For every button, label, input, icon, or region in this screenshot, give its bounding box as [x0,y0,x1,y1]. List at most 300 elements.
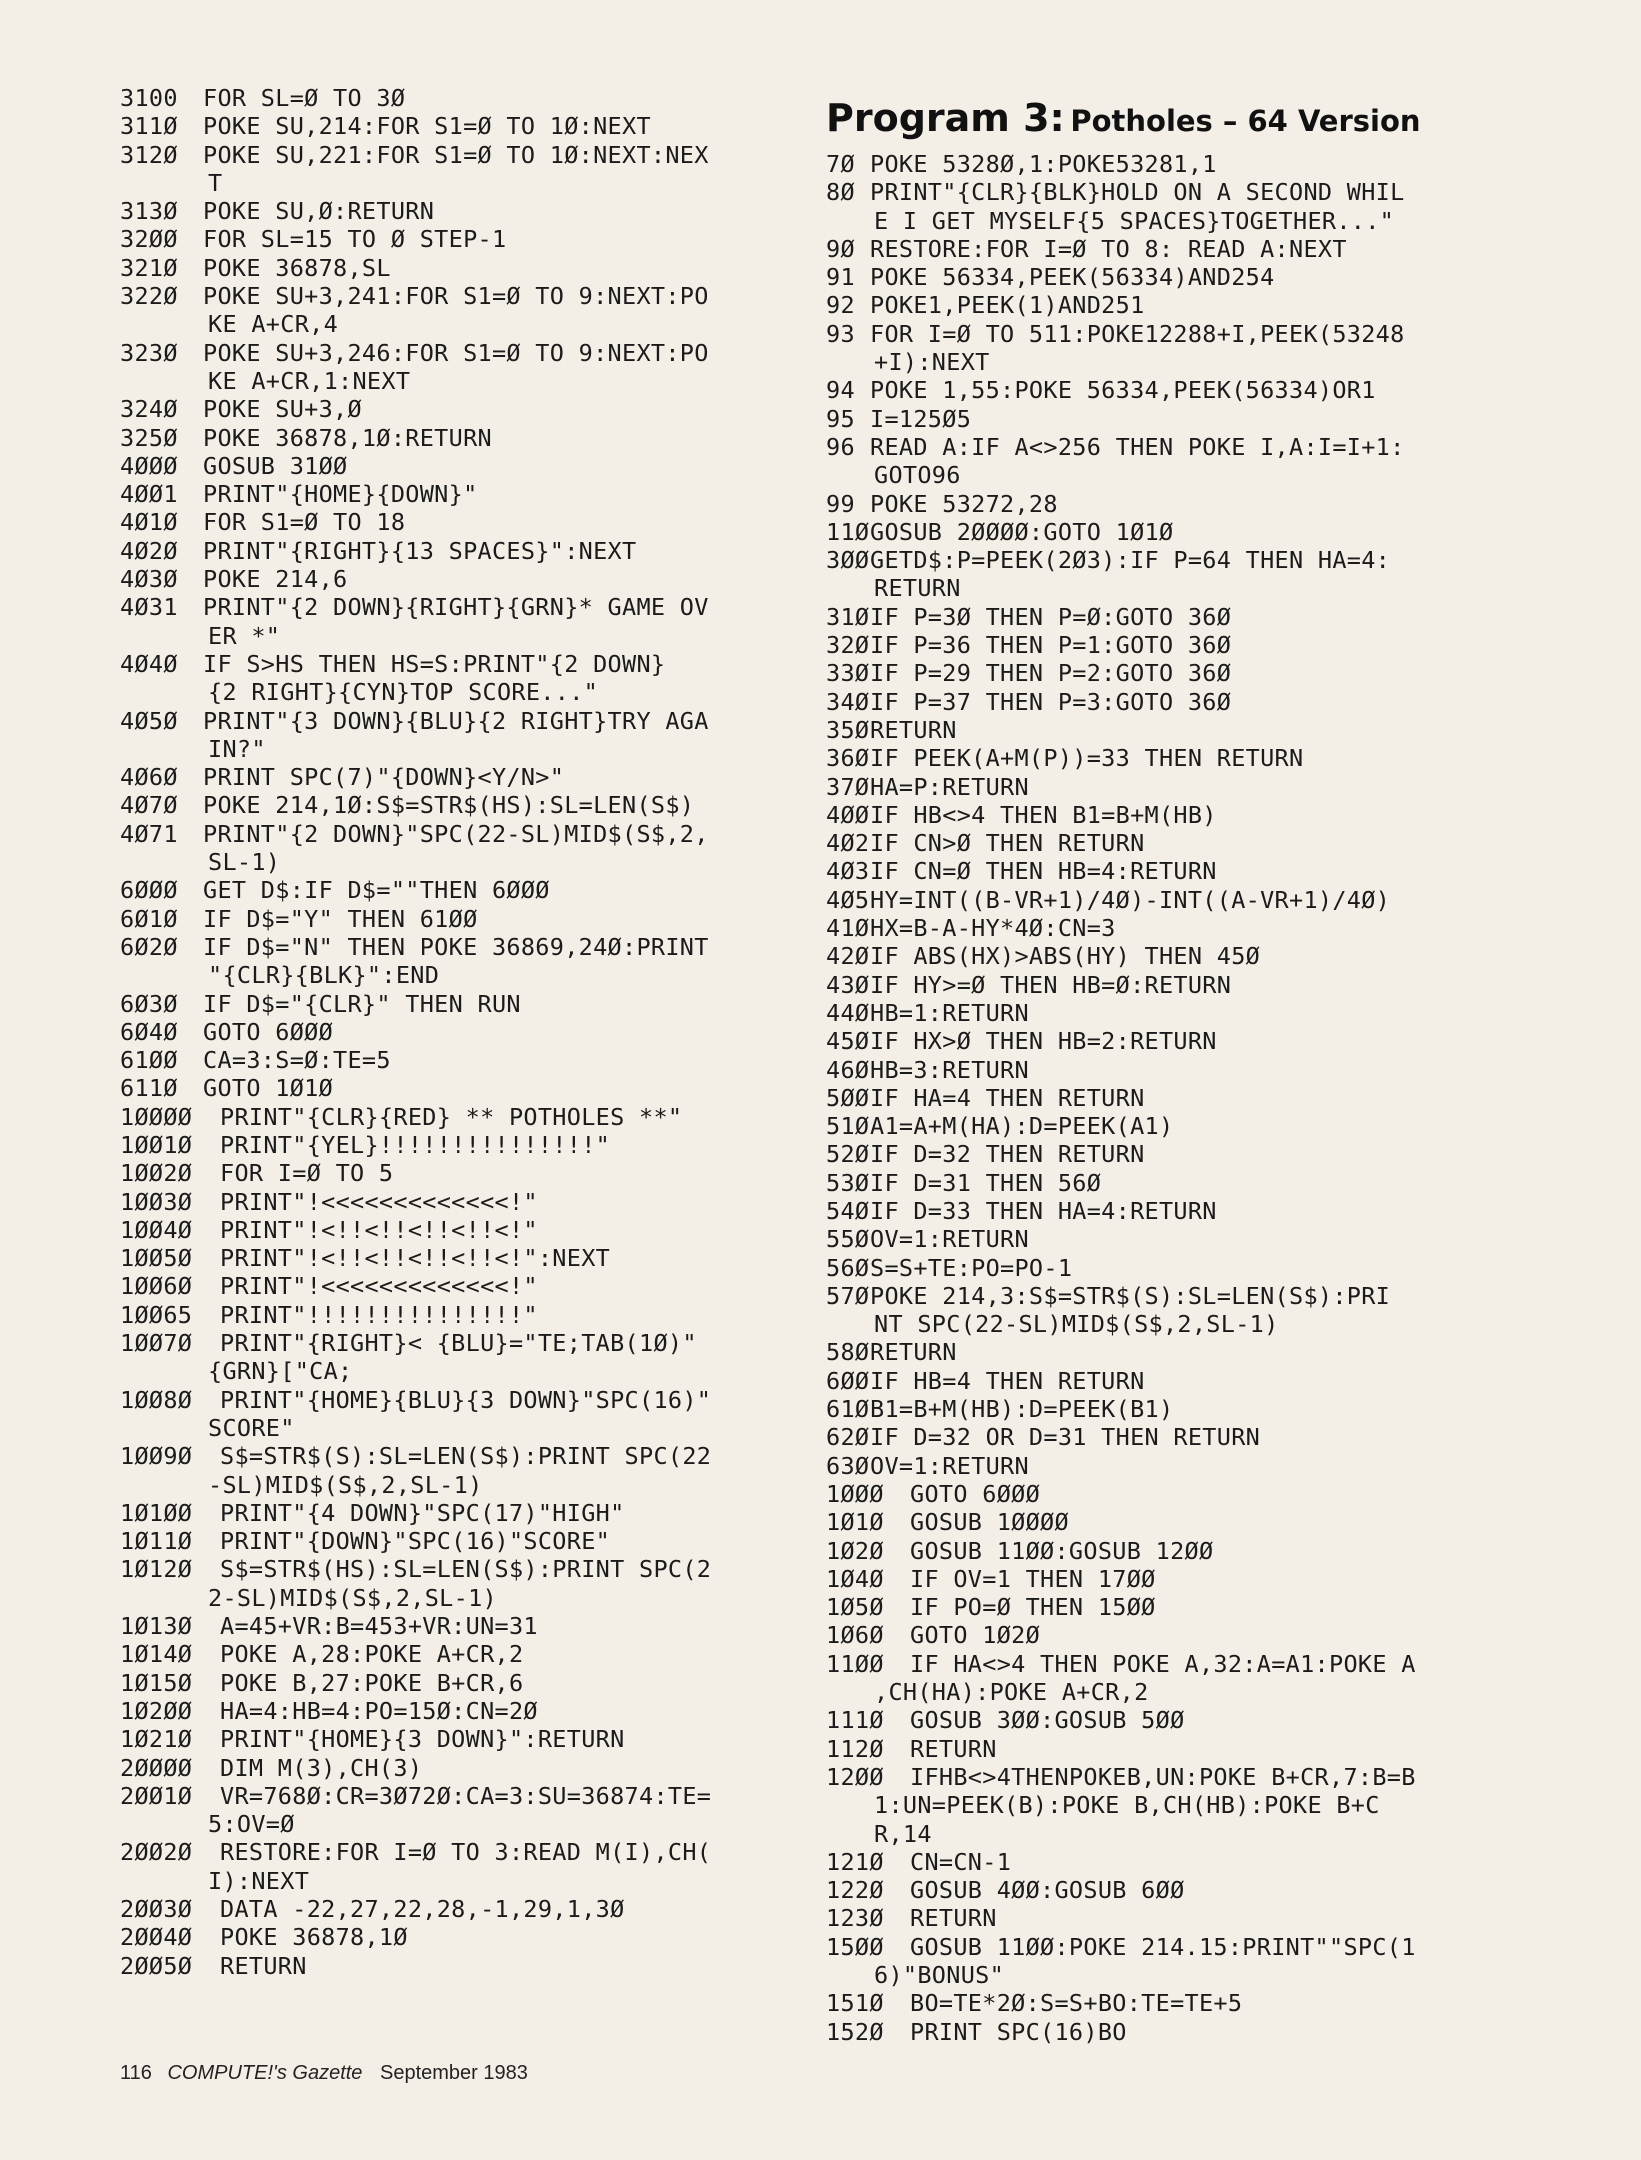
code-line [826,1452,1526,1480]
code-continuation: R,14 [874,1819,932,1848]
code-line [120,1952,810,1980]
code-line [826,1056,1526,1084]
line-number: 4Ø2 [826,829,870,858]
code-text: GOSUB 1ØØØØ [910,1508,1069,1537]
code-continuation: IN?" [208,734,266,763]
code-line [826,433,1526,461]
code-line [120,282,810,310]
line-number: 5ØØ [826,1083,870,1112]
code-text: POKE SU,Ø:RETURN [203,197,435,226]
code-text: RETURN [910,1904,997,1933]
code-text: POKE B,27:POKE B+CR,6 [220,1668,524,1697]
code-text: IF HA<>4 THEN POKE A,32:A=A1:POKE A [910,1649,1416,1678]
code-text: GOTO 1Ø1Ø [203,1074,334,1103]
code-line [826,914,1526,942]
code-text: PRINT"{3 DOWN}{BLU}{2 RIGHT}TRY AGA [203,706,709,735]
line-number: 1Ø1ØØ [120,1498,193,1527]
line-number: 9Ø [826,234,855,263]
program-heading-prefix: Program 3: [826,96,1065,140]
line-number: 312Ø [120,140,178,169]
code-line [120,480,810,508]
code-continuation: -SL)MID$(S$,2,SL-1) [208,1470,483,1499]
line-number: 311Ø [120,112,178,141]
code-line [826,320,1526,348]
line-number: 1ØØ3Ø [120,1187,193,1216]
code-line [826,405,1526,433]
line-number: 2ØØ5Ø [120,1951,193,1980]
code-continuation: T [208,168,223,197]
code-line [120,1216,810,1244]
code-line [120,1442,810,1470]
line-number: 112Ø [826,1734,884,1763]
line-number: 93 [826,319,855,348]
code-continuation: 2-SL)MID$(S$,2,SL-1) [208,1583,497,1612]
line-number: 2ØØ4Ø [120,1923,193,1952]
code-text: POKE 56334,PEEK(56334)AND254 [870,263,1275,292]
code-text: PRINT SPC(16)BO [910,2017,1127,2046]
code-text: IF D=32 OR D=31 THEN RETURN [870,1423,1261,1452]
line-number: 52Ø [826,1140,870,1169]
line-number: 54Ø [826,1196,870,1225]
page-footer [120,2062,528,2085]
code-text: PRINT"!<!!<!!<!!<!!<!":NEXT [220,1244,611,1273]
line-number: 1ØØØØ [120,1102,193,1131]
line-number: 91 [826,263,855,292]
code-line [120,1754,810,1782]
line-number: 58Ø [826,1338,870,1367]
code-text: GOSUB 11ØØ:GOSUB 12ØØ [910,1536,1214,1565]
code-text: IF CN=Ø THEN HB=4:RETURN [870,857,1217,886]
code-line [826,801,1526,829]
code-text: IF PO=Ø THEN 15ØØ [910,1593,1156,1622]
code-line [120,1272,810,1300]
code-line [120,1046,810,1074]
code-line [120,1499,810,1527]
line-number: 1Ø21Ø [120,1725,193,1754]
code-text: POKE 214,1Ø:S$=STR$(HS):SL=LEN(S$) [203,791,695,820]
code-line [120,763,810,791]
code-line [826,744,1526,772]
line-number: 6Ø4Ø [120,1017,178,1046]
code-line [120,933,810,961]
code-continuation: {2 RIGHT}{CYN}TOP SCORE..." [208,678,599,707]
code-line [826,999,1526,1027]
code-line [826,1197,1526,1225]
code-text: PRINT"{HOME}{3 DOWN}":RETURN [220,1725,625,1754]
code-text: PRINT"{DOWN}"SPC(16)"SCORE" [220,1527,611,1556]
code-line [826,1537,1526,1565]
left-code-listing [120,84,810,1980]
code-text: B1=B+M(HB):D=PEEK(B1) [870,1395,1174,1424]
line-number: 6Ø3Ø [120,989,178,1018]
code-text: HA=P:RETURN [870,772,1029,801]
code-text: IF HA=4 THEN RETURN [870,1083,1145,1112]
line-number: 41Ø [826,914,870,943]
code-text: PRINT"{4 DOWN}"SPC(17)"HIGH" [220,1498,625,1527]
code-line [826,1084,1526,1112]
line-number: 6ØØØ [120,876,178,905]
code-line [826,1112,1526,1140]
code-text: FOR I=Ø TO 511:POKE12288+I,PEEK(53248 [870,319,1405,348]
line-number: 7Ø [826,150,855,178]
right-code-listing [826,150,1526,2046]
code-text: POKE 1,55:POKE 56334,PEEK(56334)OR1 [870,376,1376,405]
code-text: GOSUB 4ØØ:GOSUB 6ØØ [910,1876,1185,1905]
line-number: 1Ø13Ø [120,1612,193,1641]
line-number: 4Ø3 [826,857,870,886]
code-text: GOSUB 2ØØØØ:GOTO 1Ø1Ø [870,517,1174,546]
code-continuation: KE A+CR,1:NEXT [208,366,411,395]
code-text: PRINT SPC(7)"{DOWN}<Y/N>" [203,763,565,792]
code-text: POKE SU+3,241:FOR S1=Ø TO 9:NEXT:PO [203,282,709,311]
code-text: IF HB<>4 THEN B1=B+M(HB) [870,800,1217,829]
code-line [120,565,810,593]
code-line [826,178,1526,206]
code-line [826,1848,1526,1876]
page-number: 116 [120,2062,152,2084]
code-line [120,225,810,253]
line-number: 6Ø1Ø [120,904,178,933]
code-text: PRINT"{2 DOWN}{RIGHT}{GRN}* GAME OV [203,593,709,622]
line-number: 1Ø6Ø [826,1621,884,1650]
code-line [826,490,1526,518]
code-text: IF CN>Ø THEN RETURN [870,829,1145,858]
code-line [826,1423,1526,1451]
code-line [120,791,810,819]
code-line [826,1593,1526,1621]
line-number: 32Ø [826,631,870,660]
code-line [120,820,810,848]
code-line [826,1989,1526,2017]
code-text: A=45+VR:B=453+VR:UN=31 [220,1612,538,1641]
code-line [826,1027,1526,1055]
line-number: 4Ø4Ø [120,649,178,678]
code-line [120,141,810,169]
code-line [826,2018,1526,2046]
line-number: 4Ø3Ø [120,565,178,594]
code-line [826,631,1526,659]
line-number: 8Ø [826,178,855,207]
code-line [120,1923,810,1951]
code-line [120,1329,810,1357]
code-text: PRINT"{HOME}{DOWN}" [203,480,478,509]
magazine-name: COMPUTE!'s Gazette [167,2062,363,2084]
code-line [826,1508,1526,1536]
code-text: I=125Ø5 [870,404,972,433]
code-text: PRINT"{CLR}{RED} ** POTHOLES **" [220,1102,683,1131]
line-number: 61ØØ [120,1046,178,1075]
line-number: 1Ø11Ø [120,1527,193,1556]
code-line [120,1018,810,1046]
line-number: 1ØØ4Ø [120,1215,193,1244]
code-line [826,1933,1526,1961]
line-number: 1ØØØ [826,1479,884,1508]
code-text: PRINT"!<!!<!!<!!<!!<!" [220,1215,538,1244]
code-text: POKE 214,3:S$=STR$(S):SL=LEN(S$):PRI [870,1281,1391,1310]
line-number: 44Ø [826,998,870,1027]
line-number: 43Ø [826,970,870,999]
code-continuation: ER *" [208,621,281,650]
code-text: GOSUB 3ØØ:GOSUB 5ØØ [910,1706,1185,1735]
code-line [826,1706,1526,1734]
code-text: IF S>HS THEN HS=S:PRINT"{2 DOWN} [203,649,666,678]
line-number: 6ØØ [826,1366,870,1395]
code-line [120,1103,810,1131]
line-number: 31Ø [826,602,870,631]
line-number: 111Ø [826,1706,884,1735]
code-line [826,1565,1526,1593]
line-number: 32ØØ [120,225,178,254]
code-text: HY=INT((B-VR+1)/4Ø)-INT((A-VR+1)/4Ø) [870,885,1391,914]
code-line [120,197,810,225]
code-line [120,1386,810,1414]
code-text: POKE A,28:POKE A+CR,2 [220,1640,524,1669]
code-text: POKE SU+3,246:FOR S1=Ø TO 9:NEXT:PO [203,338,709,367]
line-number: 323Ø [120,338,178,367]
code-line [826,688,1526,716]
line-number: 6Ø2Ø [120,932,178,961]
code-line [826,1169,1526,1197]
line-number: 1ØØ1Ø [120,1130,193,1159]
code-text: READ A:IF A<>256 THEN POKE I,A:I=I+1: [870,432,1405,461]
code-text: IF P=37 THEN P=3:GOTO 36Ø [870,687,1232,716]
code-text: GOTO 1Ø2Ø [910,1621,1041,1650]
line-number: 322Ø [120,282,178,311]
code-line [120,84,810,112]
code-line [120,905,810,933]
code-text: IF HX>Ø THEN HB=2:RETURN [870,1027,1217,1056]
code-line [826,971,1526,999]
code-text: RESTORE:FOR I=Ø TO 3:READ M(I),CH( [220,1838,712,1867]
code-continuation: ,CH(HA):POKE A+CR,2 [874,1678,1149,1707]
code-text: IF D$="Y" THEN 61ØØ [203,904,478,933]
line-number: 46Ø [826,1055,870,1084]
line-number: 4Ø6Ø [120,763,178,792]
line-number: 123Ø [826,1904,884,1933]
code-text: S=S+TE:PO=PO-1 [870,1253,1073,1282]
code-line [120,1074,810,1102]
code-line [120,1612,810,1640]
code-text: A1=A+M(HA):D=PEEK(A1) [870,1112,1174,1141]
line-number: 1ØØ2Ø [120,1159,193,1188]
line-number: 1Ø2ØØ [120,1696,193,1725]
line-number: 11Ø [826,517,870,546]
code-line [120,1838,810,1866]
line-number: 1Ø15Ø [120,1668,193,1697]
code-text: FOR I=Ø TO 5 [220,1159,394,1188]
code-line [120,650,810,678]
code-line [826,716,1526,744]
code-line [826,857,1526,885]
line-number: 1Ø2Ø [826,1536,884,1565]
line-number: 325Ø [120,423,178,452]
code-line [120,424,810,452]
code-line [826,1876,1526,1904]
code-text: POKE1,PEEK(1)AND251 [870,291,1145,320]
code-continuation: +I):NEXT [874,348,990,377]
code-line [120,112,810,140]
line-number: 55Ø [826,1225,870,1254]
line-number: 324Ø [120,395,178,424]
code-line [826,1395,1526,1423]
line-number: 57Ø [826,1281,870,1310]
code-line [826,518,1526,546]
code-line [120,1640,810,1668]
code-text: PRINT"{HOME}{BLU}{3 DOWN}"SPC(16)" [220,1385,712,1414]
code-line [826,603,1526,631]
line-number: 96 [826,432,855,461]
line-number: 4Ø31 [120,593,178,622]
code-text: VR=768Ø:CR=3Ø72Ø:CA=3:SU=36874:TE= [220,1781,712,1810]
code-text: DATA -22,27,22,28,-1,29,1,3Ø [220,1895,625,1923]
code-text: HA=4:HB=4:PO=15Ø:CN=2Ø [220,1696,538,1725]
code-line [826,1904,1526,1932]
code-text: IF OV=1 THEN 17ØØ [910,1564,1156,1593]
code-line [120,1555,810,1583]
code-text: IF D=33 THEN HA=4:RETURN [870,1196,1217,1225]
line-number: 2ØØ3Ø [120,1895,193,1923]
code-text: GOSUB 11ØØ:POKE 214.15:PRINT""SPC(1 [910,1932,1416,1961]
code-text: FOR SL=Ø TO 3Ø [203,84,406,112]
code-line [120,537,810,565]
program-heading [826,96,1421,140]
code-text: GETD$:P=PEEK(2Ø3):IF P=64 THEN HA=4: [870,546,1391,575]
code-line [826,546,1526,574]
line-number: 94 [826,376,855,405]
code-text: IF PEEK(A+M(P))=33 THEN RETURN [870,744,1304,773]
code-continuation: 5:OV=Ø [208,1810,295,1839]
code-line [120,1895,810,1923]
line-number: 4ØØØ [120,451,178,480]
line-number: 51Ø [826,1112,870,1141]
line-number: 1ØØ8Ø [120,1385,193,1414]
code-line [120,1131,810,1159]
line-number: 121Ø [826,1847,884,1876]
code-text: BO=TE*2Ø:S=S+BO:TE=TE+5 [910,1989,1243,2018]
code-text: POKE SU,221:FOR S1=Ø TO 1Ø:NEXT:NEX [203,140,709,169]
line-number: 1Ø5Ø [826,1593,884,1622]
line-number: 12ØØ [826,1762,884,1791]
code-text: FOR S1=Ø TO 18 [203,508,406,537]
line-number: 1ØØ7Ø [120,1329,193,1358]
code-text: POKE 36878,1Ø:RETURN [203,423,492,452]
code-text: DIM M(3),CH(3) [220,1753,423,1782]
line-number: 37Ø [826,772,870,801]
line-number: 4ØØ [826,800,870,829]
code-line [120,876,810,904]
code-line [826,1282,1526,1310]
code-line [120,1188,810,1216]
code-line [826,659,1526,687]
code-text: IF P=29 THEN P=2:GOTO 36Ø [870,659,1232,688]
code-text: GOSUB 31ØØ [203,451,348,480]
code-text: POKE 36878,1Ø [220,1923,408,1952]
code-line [120,1669,810,1697]
code-line [826,291,1526,319]
code-line [120,254,810,282]
code-continuation: E I GET MYSELF{5 SPACES}TOGETHER..." [874,206,1395,235]
line-number: 2ØØ2Ø [120,1838,193,1867]
code-text: POKE 53272,28 [870,489,1058,518]
code-line [120,1697,810,1725]
line-number: 122Ø [826,1876,884,1905]
code-text: IF D$="N" THEN POKE 36869,24Ø:PRINT [203,932,709,961]
code-text: RETURN [870,1338,957,1367]
line-number: 42Ø [826,942,870,971]
line-number: 1ØØ65 [120,1300,193,1329]
code-text: GOTO 6ØØØ [203,1017,334,1046]
line-number: 151Ø [826,1989,884,2018]
code-text: PRINT"!<<<<<<<<<<<<<!" [220,1187,538,1216]
code-line [120,508,810,536]
line-number: 1ØØ9Ø [120,1442,193,1471]
line-number: 611Ø [120,1074,178,1103]
code-line [826,1225,1526,1253]
code-line [120,593,810,621]
line-number: 45Ø [826,1027,870,1056]
code-line [826,1763,1526,1791]
line-number: 4Ø5 [826,885,870,914]
line-number: 15ØØ [826,1932,884,1961]
code-text: IF P=3Ø THEN P=Ø:GOTO 36Ø [870,602,1232,631]
code-text: RETURN [910,1734,997,1763]
line-number: 4Ø71 [120,819,178,848]
program-heading-title: Potholes – 64 Version [1070,104,1421,138]
code-line [120,1725,810,1753]
line-number: 4ØØ1 [120,480,178,509]
line-number: 56Ø [826,1253,870,1282]
code-text: RETURN [220,1951,307,1980]
line-number: 152Ø [826,2017,884,2046]
line-number: 1Ø14Ø [120,1640,193,1669]
code-line [826,1367,1526,1395]
code-text: PRINT"{RIGHT}< {BLU}="TE;TAB(1Ø)" [220,1329,697,1358]
code-text: FOR SL=15 TO Ø STEP-1 [203,225,507,254]
code-text: PRINT"{2 DOWN}"SPC(22-SL)MID$(S$,2, [203,819,709,848]
code-text: HX=B-A-HY*4Ø:CN=3 [870,914,1116,943]
code-text: IF ABS(HX)>ABS(HY) THEN 45Ø [870,942,1261,971]
code-line [826,1621,1526,1649]
code-line [826,1480,1526,1508]
line-number: 99 [826,489,855,518]
line-number: 3ØØ [826,546,870,575]
code-line [826,1338,1526,1366]
line-number: 61Ø [826,1395,870,1424]
code-continuation: KE A+CR,4 [208,310,339,339]
line-number: 36Ø [826,744,870,773]
line-number: 92 [826,291,855,320]
code-text: POKE 5328Ø,1:POKE53281,1 [870,150,1217,178]
line-number: 3100 [120,84,178,112]
code-line [826,829,1526,857]
code-line [826,1140,1526,1168]
line-number: 4Ø7Ø [120,791,178,820]
code-line [826,376,1526,404]
code-continuation: NT SPC(22-SL)MID$(S$,2,SL-1) [874,1310,1279,1339]
code-text: CN=CN-1 [910,1847,1012,1876]
code-line [826,773,1526,801]
line-number: 2ØØØØ [120,1753,193,1782]
code-text: PRINT"!!!!!!!!!!!!!!!" [220,1300,538,1329]
line-number: 34Ø [826,687,870,716]
code-line [120,1782,810,1810]
code-text: IF D$="{CLR}" THEN RUN [203,989,521,1018]
code-text: PRINT"{RIGHT}{13 SPACES}":NEXT [203,536,637,565]
line-number: 63Ø [826,1451,870,1480]
code-line [826,1735,1526,1763]
line-number: 321Ø [120,253,178,282]
line-number: 62Ø [826,1423,870,1452]
